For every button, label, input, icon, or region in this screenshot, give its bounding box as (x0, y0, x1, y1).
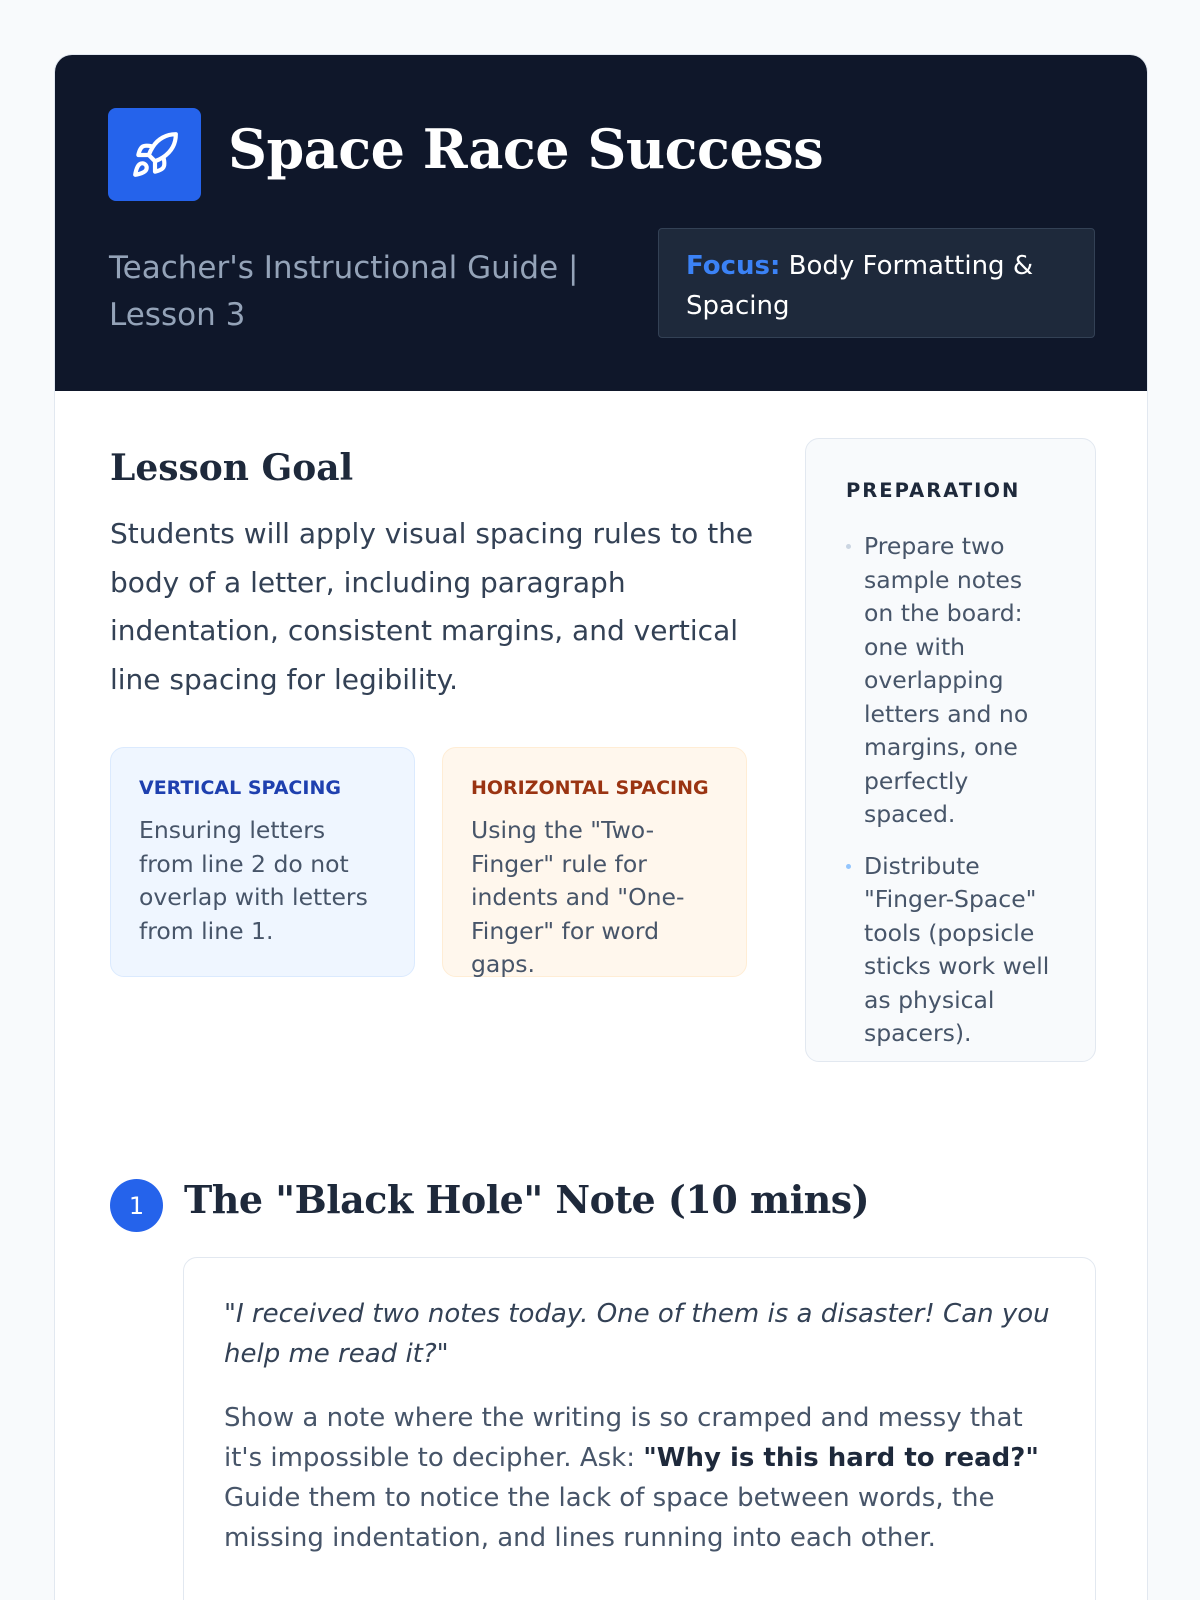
list-item-text: Distribute "Finger-Space" tools (popsicle sticks work well as physical spacers). (864, 851, 1050, 1047)
header (55, 55, 1148, 391)
step-description (224, 1398, 1055, 1558)
rocket-icon (130, 130, 180, 180)
step-text-before: Show a note where the writing is so cramped and messy that it's impossible to decipher. Ask: (224, 1403, 1023, 1473)
list-item (846, 850, 1057, 1051)
guide-card (54, 54, 1148, 1600)
focus-text: Body Formatting & Spacing (686, 251, 1034, 321)
list-item-text: Prepare two sample notes on the board: one with overlapping letters and no margins, one perfectly spaced. (864, 532, 1029, 828)
step-quote: "I received two notes today. One of them is a disaster! Can you help me read it?" (224, 1299, 1050, 1369)
bullet-icon (846, 864, 851, 869)
preparation-heading: PREPARATION (846, 479, 1021, 502)
step-text-after: Guide them to notice the lack of space between words, the missing indentation, and lines running into each other. (224, 1483, 995, 1553)
page-title: Space Race Success (228, 117, 824, 181)
step-content (183, 1257, 1096, 1600)
concept-text: Ensuring letters from line 2 do not overlap with letters from line 1. (139, 816, 368, 945)
goal-heading: Lesson Goal (110, 447, 354, 489)
logo (108, 108, 201, 201)
horizontal-spacing-card (442, 747, 747, 977)
focus-label: Focus: (686, 251, 781, 281)
page-subtitle: Teacher's Instructional Guide | Lesson 3 (109, 250, 579, 333)
preparation-panel (805, 438, 1096, 1062)
goal-text: Students will apply visual spacing rules to the body of a letter, including paragraph indentation, consistent margins, and vertical line spacing for legibility. (110, 517, 754, 696)
concept-title: HORIZONTAL SPACING (471, 777, 709, 799)
concept-title: VERTICAL SPACING (139, 777, 341, 799)
step-heading: The "Black Hole" Note (10 mins) (184, 1177, 870, 1222)
vertical-spacing-card (110, 747, 415, 977)
concept-text: Using the "Two-Finger" rule for indents and "One-Finger" for word gaps. (471, 816, 685, 978)
step-number-badge: 1 (110, 1179, 163, 1232)
step-text-bold: "Why is this hard to read?" (643, 1443, 1039, 1473)
bullet-icon (846, 544, 851, 549)
focus-badge (658, 228, 1095, 338)
list-item (846, 530, 1057, 832)
